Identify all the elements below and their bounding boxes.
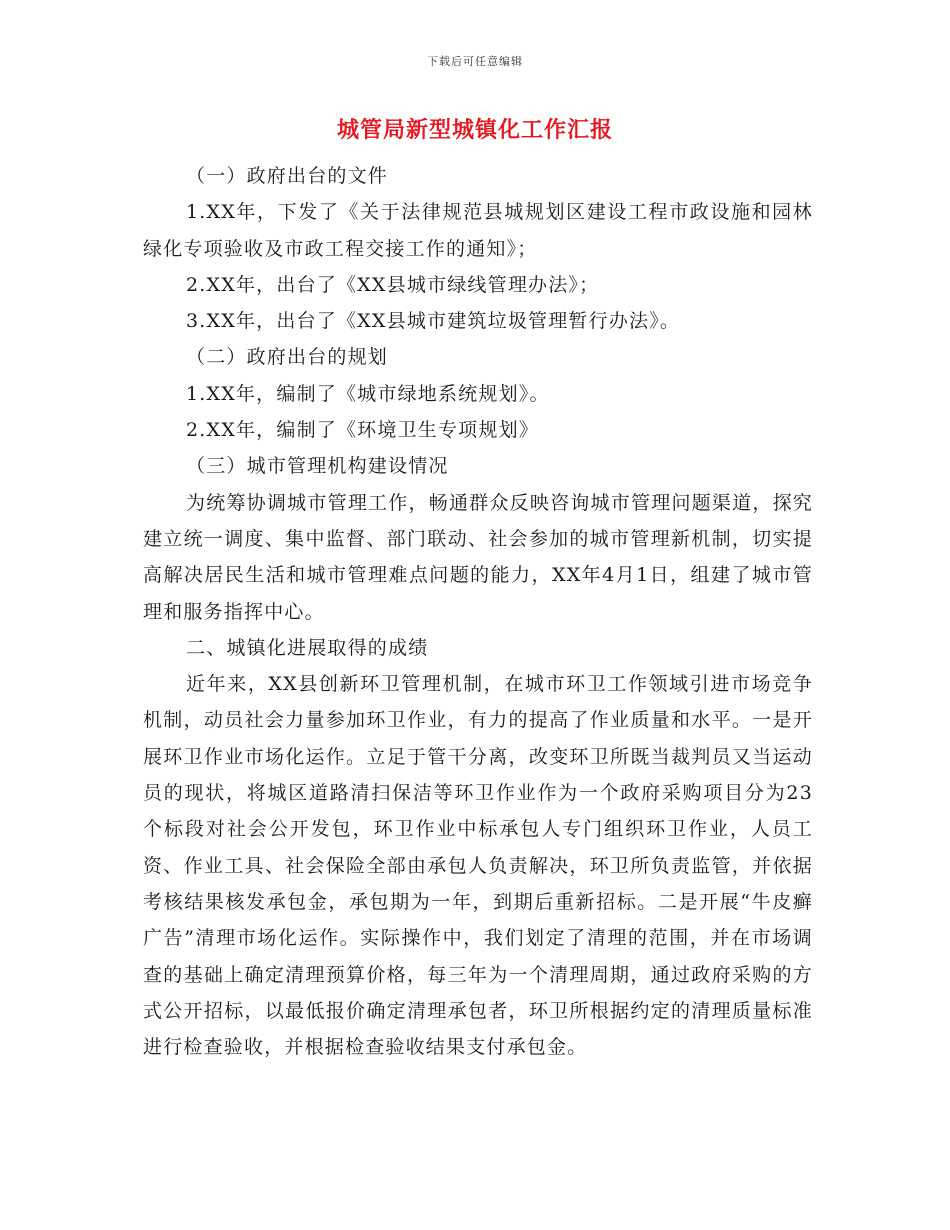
section-heading-agency-building: （三）城市管理机构建设情况 xyxy=(186,455,449,478)
list-item-document-1: 1.XX年，下发了《关于法律规范县城规划区建设工程市政设施和园林绿化专项验收及市政工程交接工作的通知》； xyxy=(143,201,813,260)
list-item-plan-2: 2.XX年，编制了《环境卫生专项规划》 xyxy=(186,419,539,442)
section-heading-policy-documents: （一）政府出台的文件 xyxy=(186,165,389,187)
page-header-note: 下载后可任意编辑 xyxy=(427,55,523,68)
list-item-document-3: 3.XX年，出台了《XX县城市建筑垃圾管理暂行办法》。 xyxy=(186,310,681,333)
document-body xyxy=(143,158,813,1065)
section-heading-achievements: 二、城镇化进展取得的成绩 xyxy=(186,636,429,659)
body-paragraph-agency: 为统筹协调城市管理工作，畅通群众反映咨询城市管理问题渠道，探究建立统一调度、集中监督、部门联动、社会参加的城市管理新机制，切实提高解决居民生活和城市管理难点问题的能力，XX年4月1日，组建了城市管理和服务指挥中心。 xyxy=(143,491,813,623)
body-paragraph-achievements: 近年来，XX县创新环卫管理机制，在城市环卫工作领域引进市场竞争机制，动员社会力量参加环卫作业，有力的提高了作业质量和水平。一是开展环卫作业市场化运作。立足于管干分离，改变环卫所既当裁判员又当运动员的现状，将城区道路清扫保洁等环卫作业作为一个政府采购项目分为23个标段对社会公开发包，环卫作业中标承包人专门组织环卫作业，人员工资、作业工具、社会保险全部由承包人负责解决，环卫所负责监管，并依据考核结果核发承包金，承包期为一年，到期后重新招标。二是开展“牛皮癣广告”清理市场化运作。实际操作中，我们划定了清理的范围，并在市场调查的基础上确定清理预算价格，每三年为一个清理周期，通过政府采购的方式公开招标，以最低报价确定清理承包者，环卫所根据约定的清理质量标准进行检查验收，并根据检查验收结果支付承包金。 xyxy=(143,673,813,1059)
list-item-plan-1: 1.XX年，编制了《城市绿地系统规划》。 xyxy=(186,382,550,405)
section-heading-plans: （二）政府出台的规划 xyxy=(186,346,389,369)
document-title: 城管局新型城镇化工作汇报 xyxy=(336,117,613,143)
list-item-document-2: 2.XX年，出台了《XX县城市绿线管理办法》； xyxy=(186,273,600,296)
